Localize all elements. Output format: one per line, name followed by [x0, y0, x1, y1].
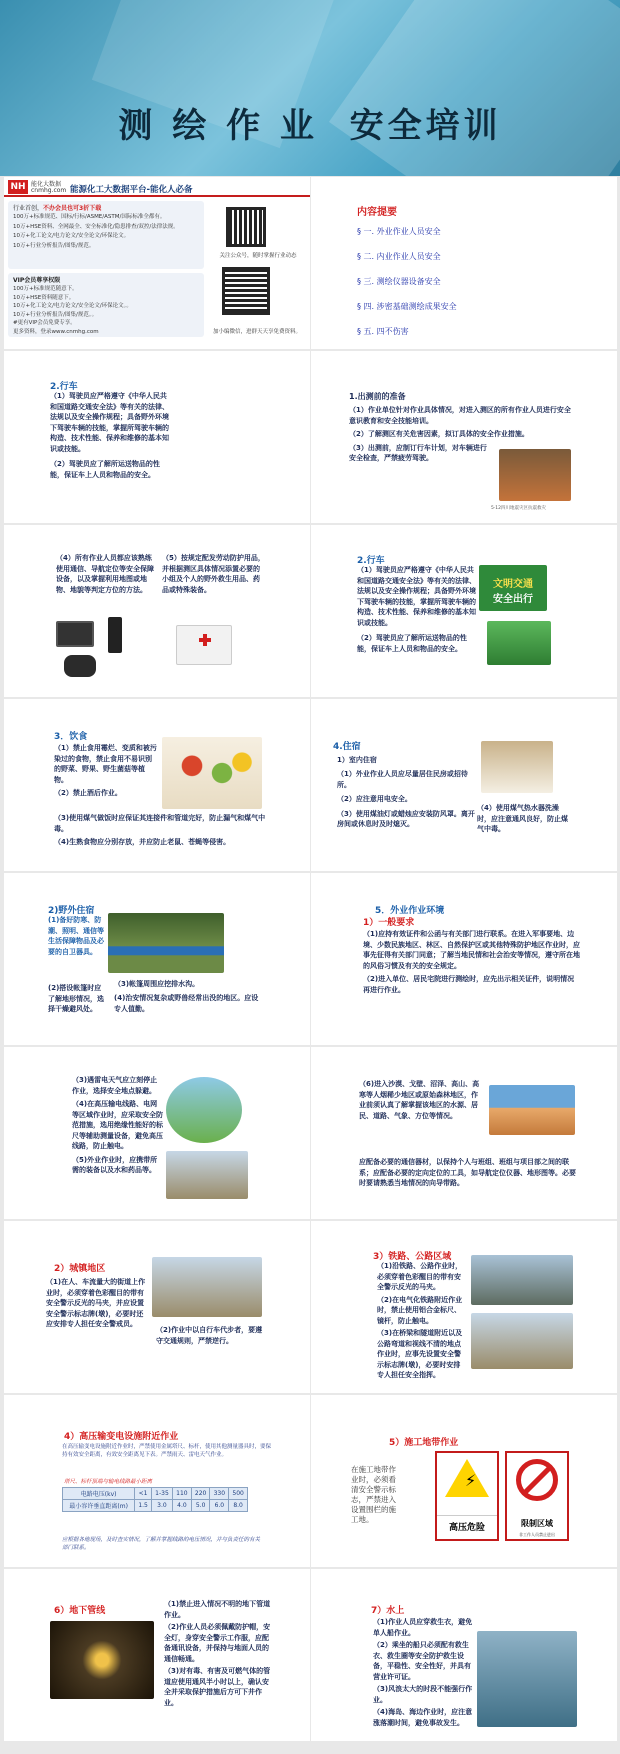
- vip-note: #更有VIP会员免费专享。: [13, 320, 76, 326]
- contents-item[interactable]: § 一. 外业作业人员安全: [357, 227, 441, 236]
- slide-railway: [311, 1221, 617, 1393]
- slide-heading: 3．饮食: [54, 732, 88, 742]
- sign-line: 安全出行: [493, 594, 533, 605]
- sub-heading: 1）室内住宿: [337, 756, 377, 764]
- table-cell: 500: [229, 1488, 248, 1500]
- street-survey-photo: [152, 1257, 262, 1317]
- slide-lodging: [311, 699, 617, 871]
- slide-wilderness: [311, 1047, 617, 1219]
- radio-icon: [108, 617, 122, 653]
- paragraph: （2）了解测区有关危害因素，拟订具体的安全作业措施。: [349, 430, 529, 438]
- paragraph: （2）驾驶员应了解所运送物品的性能，保证车上人员和物品的安全。: [50, 460, 160, 479]
- paragraph: （2)作业人员必须佩戴防护帽，安全灯，身穿安全警示工作服，应配备通讯设备，并保持与地面人员的通信畅通。: [164, 1623, 271, 1663]
- rescue-photo: [499, 449, 571, 501]
- qr2-caption: 加小编微信，进群天天享免费资料。: [212, 329, 301, 335]
- feature-item: 100万+标准规范、国标/行标/ASME/ASTM/国际标准全都有。: [13, 214, 166, 220]
- hotel-room-photo: [481, 741, 553, 793]
- car-repair-illustration: [487, 621, 551, 665]
- civil-traffic-sign: [479, 565, 547, 611]
- paragraph: （2）驾驶员应了解所运送物品的性能，保证车上人员和物品的安全。: [357, 634, 467, 653]
- first-aid-kit-icon: [176, 625, 232, 665]
- vip-item: 10万+HSE资料随意下。: [13, 294, 75, 301]
- slide-driving-1: [4, 351, 310, 523]
- table-note: 应根据各地现场，及时查实情况，了解并掌握线路的电压情况，并与负责任的有关部门联系。: [62, 1537, 261, 1551]
- paragraph: （1）外业作业人员应尽量居住民房或招待所。: [337, 770, 468, 789]
- contents-item[interactable]: § 三. 测绘仪器设备安全: [357, 277, 441, 286]
- table-cell: 330: [210, 1488, 229, 1500]
- contents-item[interactable]: § 四. 涉密基础测绘成果安全: [357, 302, 457, 311]
- gps-device-icon: [56, 621, 94, 647]
- slide-water: [311, 1569, 617, 1741]
- contents-item[interactable]: § 五. 四不伤害: [357, 327, 409, 336]
- paragraph: 应配备必要的通信器材，以保持个人与班组、班组与项目部之间的联系；应配备必要的定向定位的工具，如导航定位仪器、地形图等。必要时要请熟悉当地情况的向导带路。: [359, 1158, 576, 1187]
- vip-item: 100万+标准规范随意下。: [13, 286, 78, 292]
- slide-heading: 1.出测前的准备: [349, 392, 406, 401]
- slide-equipment: [4, 525, 310, 697]
- slide-field-camp: [4, 873, 310, 1045]
- restricted-area-sign: [505, 1451, 569, 1541]
- paragraph: （3)使用煤气做饭时应保证其连接件和管道完好，防止漏气和煤气中毒。: [54, 814, 266, 833]
- logo-icon: NH: [8, 180, 28, 194]
- paragraph: （6)进入沙漠、戈壁、沼泽、高山、高寒等人烟稀少地区或原始森林地区，作业前须认真了解掌握该地区的水源、居民、道路、气象、方位等情况。: [359, 1080, 480, 1120]
- railway-photo: [471, 1255, 573, 1305]
- slide-heading: 3）铁路、公路区域: [373, 1252, 452, 1262]
- paragraph: （1）作业单位针对作业具体情况，对进入测区的所有作业人员进行安全意识教育和安全技能培训。: [349, 406, 571, 425]
- paragraph: (4)治安情况复杂或野兽经常出没的地区。应设专人值勤。: [114, 994, 259, 1013]
- paragraph: （3)风浪太大的时段不能强行作业。: [373, 1685, 473, 1704]
- paragraph: （1)应持有效证件和公函与有关部门进行联系。在进入军事要地、边境、少数民族地区、林区、自然保护区或其他特殊防护地区作业时，应事先征得有关部门同意；了解当地民情和社会治安等情况，遵守所在地的风俗习惯及有关的安全规定。: [363, 930, 580, 970]
- road-survey-photo: [471, 1313, 573, 1369]
- slide-underground: [4, 1569, 310, 1741]
- table-cell: 4.0: [173, 1500, 192, 1512]
- slide-urban: [4, 1221, 310, 1393]
- slide-weather: [4, 1047, 310, 1219]
- slide-heading: 5）施工地带作业: [389, 1438, 459, 1448]
- slide-diet: [4, 699, 310, 871]
- table-cell: 220: [191, 1488, 210, 1500]
- qr1-caption: 关注公众号，随时掌握行业动态: [219, 253, 297, 259]
- slide-heading: 2.行车: [357, 556, 385, 566]
- paragraph: （1）驾驶员应严格遵守《中华人民共和国道路交通安全法》等有关的法律、法规以及安全操作规程；具备野外环境下驾驶车辆的技能，掌握所驾驶车辆的构造、技术性能、保养和维修的基本知识或技能。: [50, 392, 169, 453]
- slide-heading: 6）地下管线: [54, 1606, 106, 1616]
- table-title: 塔尺、标杆顶端与输电线路最小距离: [64, 1479, 153, 1485]
- paragraph: （2)作业中以自行车代步者，要遵守交通规则，严禁逆行。: [156, 1326, 263, 1345]
- paragraph: （3）使用煤油灯或蜡烛应安装防风罩。离开房间或休息时及时熄灭。: [337, 809, 475, 828]
- lightning-illustration: [166, 1077, 242, 1143]
- vip-item: 10万+化工论文/电力论文/安全论文/环保论文。。: [13, 303, 132, 309]
- sign-label: 限制区域: [521, 1519, 553, 1528]
- table-cell: <1: [135, 1488, 152, 1500]
- intro-text: 在高压输变电设施附近作业时，严禁使用金属塔尺、标杆，使用其他测量器具时，要保持有效安全距离，有效安全距离见下表。严禁雨天、雷电天气作业。: [62, 1444, 272, 1458]
- paragraph: 在施工地带作业时，必须看清安全警示标志，严禁进入设置围栏的施工地。: [351, 1465, 396, 1524]
- high-voltage-sign: [435, 1451, 499, 1541]
- contents-item[interactable]: § 二. 内业作业人员安全: [357, 252, 441, 261]
- slide-heading: 4.住宿: [333, 742, 361, 752]
- paragraph: （4)生熟食物应分别存放，并应防止老鼠、苍蝇等侵害。: [54, 838, 231, 846]
- slide-heading: 2）城镇地区: [54, 1264, 106, 1274]
- table-cell: 8.0: [229, 1500, 248, 1512]
- tunnel-photo: [50, 1621, 154, 1699]
- survey-team-photo: [166, 1151, 248, 1199]
- slide-high-voltage: [4, 1395, 310, 1567]
- table-cell: 5.0: [191, 1500, 210, 1512]
- platform-name: 能源化工大数据平台-能化人必备: [70, 185, 193, 195]
- slide-heading: 5．外业作业环境: [375, 906, 445, 916]
- paragraph: （1)作业人员应穿救生衣，避免单人船作业。: [373, 1618, 473, 1637]
- sign-sublabel: 非工作人员禁止进出: [519, 1532, 555, 1537]
- slide-field-env: [311, 873, 617, 1045]
- logo-url: cnmhg.com: [31, 187, 67, 194]
- paragraph: （2)在电气化铁路附近作业时，禁止使用铝合金标尺、镜杆，防止触电。: [377, 1295, 463, 1325]
- paragraph: （3)遇雷电天气应立刻停止作业，选择安全地点躲避。: [72, 1076, 158, 1095]
- photo-caption: 5·12四川地震灾区抗震救灾: [491, 506, 547, 511]
- slide-construction: [311, 1395, 617, 1567]
- sign-label: 高压危险: [437, 1515, 497, 1539]
- table-cell: 1-35: [151, 1488, 172, 1500]
- slide-heading: 2)野外住宿: [48, 906, 95, 916]
- paragraph: （2)进入单位、居民宅院进行测绘时，应先出示相关证件，说明情况再进行作业。: [363, 975, 575, 994]
- logo-text: 能化大数据: [31, 181, 62, 188]
- paragraph: （4）所有作业人员都应该熟练使用通信、导航定位等安全保障设备，以及掌握利用地图或地物、地貌等判定方位的方法。: [56, 554, 154, 594]
- qr-code-icon: [226, 207, 266, 247]
- paragraph: （5)外业作业时，应携带所需的装备以及水和药品等。: [72, 1155, 158, 1174]
- tent-photo: [108, 913, 224, 973]
- feature-item: 10万+行业分析报告/图集/规范。: [13, 242, 95, 249]
- lightning-icon: ⚡: [465, 1471, 477, 1490]
- paragraph: （2）禁止酒后作业。: [54, 789, 122, 797]
- paragraph: （1)在人、车流量大的街道上作业时，必须穿着色彩醒目的带有安全警示反光的马夹，并应设置安全警示标志牌(墩)，必要时还应安排专人担任安全警戒员。: [46, 1278, 146, 1328]
- paragraph: （3）出测前，应制订行车计划，对车辆进行安全检查，严禁疲劳驾驶。: [349, 443, 487, 462]
- feature-item: 10万+化工论文/电力论文/安全论文/环保论文。: [13, 233, 130, 239]
- page-title: 测 绘 作 业 安全培训: [118, 106, 502, 146]
- sign-line: 文明交通: [493, 579, 533, 590]
- slide-heading: 7）水上: [371, 1606, 405, 1616]
- desert-photo: [489, 1085, 575, 1135]
- contents-title: 内容提要: [357, 207, 397, 218]
- features-title: 行业首创，: [13, 205, 44, 212]
- paragraph: （1)禁止进入情况不明的地下管道作业。: [164, 1600, 271, 1619]
- paragraph: （3)帐篷周围应挖排水沟。: [114, 980, 200, 988]
- food-photo: [162, 737, 262, 809]
- slide-preparation: [311, 351, 617, 523]
- slide-ad: [4, 177, 310, 349]
- table-cell: 1.5: [135, 1500, 152, 1512]
- paragraph: （4)海岛、海边作业时，应注意涨落潮时间，避免事故发生。: [373, 1708, 473, 1727]
- banner-decor: [329, 0, 620, 176]
- table-cell: 最小容许垂直距离(m): [63, 1500, 135, 1512]
- paragraph: (2)搭设帐篷时应了解地形情况，选择干燥避风处。: [48, 984, 104, 1013]
- binoculars-icon: [64, 655, 96, 677]
- features-box: [8, 201, 204, 269]
- feature-item: 10万+HSE资料、全网最全、安全标准化/隐患排查/双控/法律法规。: [13, 223, 179, 230]
- paragraph: （5）按规定配发劳动防护用品，并根据测区具体情况添置必要的小组及个人的野外救生用品、药品或特殊装备。: [162, 554, 265, 594]
- paragraph: （1)沿铁路、公路作业时，必须穿着色彩醒目的带有安全警示反光的马夹。: [377, 1262, 463, 1291]
- paragraph: （3)在桥梁和隧道附近以及公路弯道和视线不清的地点作业时，应事先设置安全警示标志牌(墩)，必要时安排专人担任安全指挥。: [377, 1329, 463, 1379]
- table-cell: 电路电压(kv): [63, 1488, 135, 1500]
- no-entry-icon: [516, 1459, 558, 1501]
- paragraph: （3)对有毒、有害及可燃气体的管道应使用通风半小时以上，确认安全并采取保护措施后方可下井作业。: [164, 1667, 271, 1707]
- paragraph: （2）应注意用电安全。: [337, 795, 412, 803]
- table-cell: 110: [173, 1488, 192, 1500]
- paragraph: （1）驾驶员应严格遵守《中华人民共和国道路交通安全法》等有关的法律、法规以及安全操作规程；具备野外环境下驾驶车辆的技能，掌握所驾驶车辆的构造、技术性能、保养和维修的基本知识或技能。: [357, 566, 476, 627]
- table-cell: 3.0: [151, 1500, 172, 1512]
- paragraph: (1)备好防寒、防潮、照明、通信等生活保障物品及必要的自卫器具。: [48, 916, 104, 956]
- boat-rescue-photo: [477, 1631, 577, 1727]
- more-link[interactable]: 更多资料，登录www.cnmhg.com: [13, 328, 99, 335]
- title-banner: [0, 0, 620, 176]
- paragraph: （4)在高压输电线路、电网等区域作业时，应采取安全防范措施，选用绝缘性能好的标尺等辅助测量设备，避免高压线路，防止触电。: [72, 1100, 163, 1150]
- table-cell: 6.0: [210, 1500, 229, 1512]
- slide-driving-2: [311, 525, 617, 697]
- vip-box: [8, 273, 204, 337]
- voltage-table: [62, 1487, 248, 1512]
- features-highlight: 不办会员也可3折下载: [43, 205, 102, 212]
- slide-contents: [311, 177, 617, 349]
- slide-heading: 4）高压输变电设施附近作业: [64, 1432, 179, 1442]
- paragraph: （1）禁止食用霉烂、变质和被污染过的食物，禁止食用不易识别的野菜、野果、野生菌菇等植物。: [54, 744, 157, 784]
- slide-heading: 2.行车: [50, 382, 78, 392]
- paragraph: （4）使用煤气热水器洗澡时，应注意通风良好，防止煤气中毒。: [477, 804, 568, 833]
- paragraph: （2）乘坐的船只必须配有救生衣、救生圈等安全防护救生设备，平稳性、安全性好，并具有营业许可证。: [373, 1641, 471, 1681]
- vip-title: VIP会员尊享权限: [13, 277, 61, 284]
- sub-heading: 1）一般要求: [363, 918, 415, 928]
- qr-code-icon: [222, 267, 270, 315]
- vip-item: 10万+行业分析报告/图集/规范。。: [13, 311, 98, 318]
